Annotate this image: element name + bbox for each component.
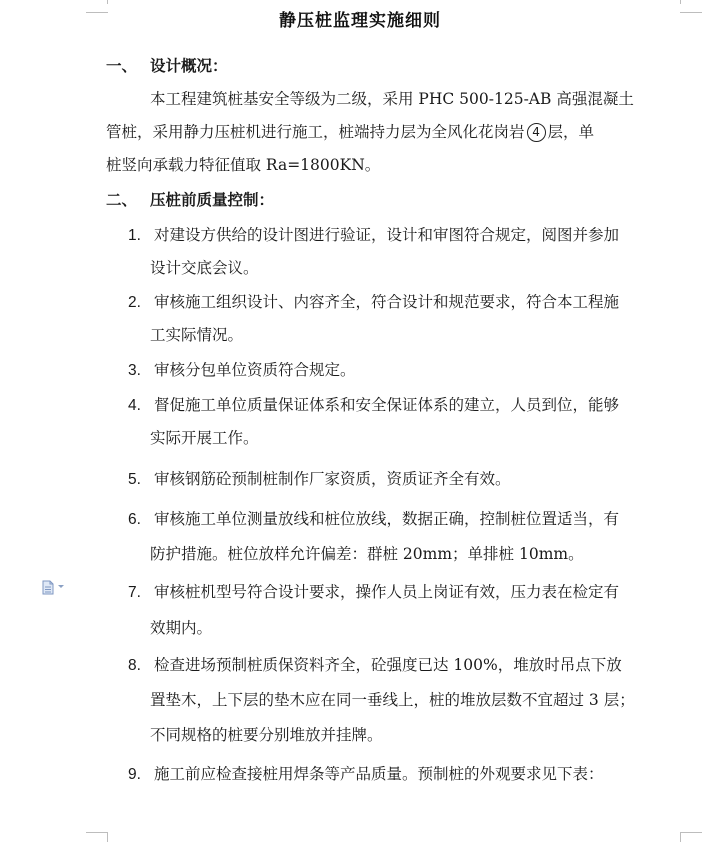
list-item-7-cont: 效期内。 — [150, 619, 213, 637]
list-item-8-cont-1: 置垫木，上下层的垫木应在同一垂线上，桩的堆放层数不宜超过 3 层； — [150, 691, 635, 709]
list-item-2-cont: 工实际情况。 — [150, 326, 244, 344]
list-item-text: 审核分包单位资质符合规定。 — [154, 361, 356, 379]
list-item-number: 8. — [128, 657, 141, 674]
section-1-line-2 — [106, 122, 594, 142]
list-item-8 — [128, 655, 622, 676]
list-item-6-cont: 防护措施。桩位放样允许偏差：群桩 20mm；单排桩 10mm。 — [150, 545, 584, 563]
list-item-5 — [128, 469, 511, 490]
list-item-text: 审核施工组织设计、内容齐全，符合设计和规范要求，符合本工程施 — [154, 293, 620, 311]
section-2-title: 压桩前质量控制： — [150, 191, 275, 209]
page-title: 静压桩监理实施细则 — [279, 11, 441, 31]
list-item-7 — [128, 582, 619, 603]
section-1-line-3: 桩竖向承载力特征值取 Ra=1800KN。 — [106, 156, 381, 174]
list-item-number: 5. — [128, 471, 141, 488]
crop-mark-top-left-v — [106, 0, 108, 4]
list-item-text: 审核桩机型号符合设计要求，操作人员上岗证有效，压力表在检定有 — [154, 583, 620, 601]
list-item-text: 对建设方供给的设计图进行验证，设计和审图符合规定，阅图并参加 — [154, 226, 620, 244]
list-item-number: 2. — [128, 294, 141, 311]
list-item-number: 7. — [128, 584, 141, 601]
list-item-3 — [128, 360, 356, 381]
section-1-line-2-text: 管桩，采用静力压桩机进行施工，桩端持力层为全风化花岗岩 — [106, 123, 525, 141]
list-item-number: 6. — [128, 511, 141, 528]
section-1-heading — [106, 56, 228, 76]
list-item-number: 3. — [128, 362, 141, 379]
crop-mark-bottom-right-v — [680, 832, 682, 842]
list-item-2 — [128, 292, 619, 313]
list-item-text: 审核施工单位测量放线和桩位放线，数据正确，控制桩位置适当，有 — [154, 510, 620, 528]
crop-mark-bottom-left-v — [106, 832, 108, 842]
section-2-heading — [106, 190, 274, 210]
chevron-down-icon[interactable] — [58, 585, 64, 588]
crop-mark-top-right-v — [680, 0, 682, 4]
list-item-9 — [128, 764, 604, 785]
section-1-line-1: 本工程建筑桩基安全等级为二级，采用 PHC 500-125-AB 高强混凝土 — [150, 90, 634, 108]
list-item-number: 9. — [128, 766, 141, 783]
document-icon[interactable] — [42, 580, 54, 595]
list-item-4-cont: 实际开展工作。 — [150, 429, 259, 447]
list-item-number: 4. — [128, 397, 141, 414]
circled-number-mark: 4 — [527, 123, 546, 142]
section-2-number: 二、 — [106, 191, 138, 209]
list-item-text: 施工前应检查接桩用焊条等产品质量。预制桩的外观要求见下表： — [154, 765, 604, 783]
list-item-number: 1. — [128, 227, 141, 244]
section-1-line-2-tail: 层，单 — [547, 123, 595, 141]
list-item-8-cont-2: 不同规格的桩要分别堆放并挂牌。 — [150, 726, 383, 744]
list-item-1 — [128, 225, 619, 246]
list-item-4 — [128, 395, 619, 416]
list-item-text: 检查进场预制桩质保资料齐全，砼强度已达 100%，堆放时吊点下放 — [154, 656, 622, 674]
section-1-number: 一、 — [106, 57, 138, 75]
list-item-text: 督促施工单位质量保证体系和安全保证体系的建立，人员到位，能够 — [154, 396, 620, 414]
list-item-text: 审核钢筋砼预制桩制作厂家资质，资质证齐全有效。 — [154, 470, 511, 488]
list-item-6 — [128, 509, 619, 530]
section-1-title: 设计概况： — [150, 57, 228, 75]
list-item-1-cont: 设计交底会议。 — [150, 259, 259, 277]
